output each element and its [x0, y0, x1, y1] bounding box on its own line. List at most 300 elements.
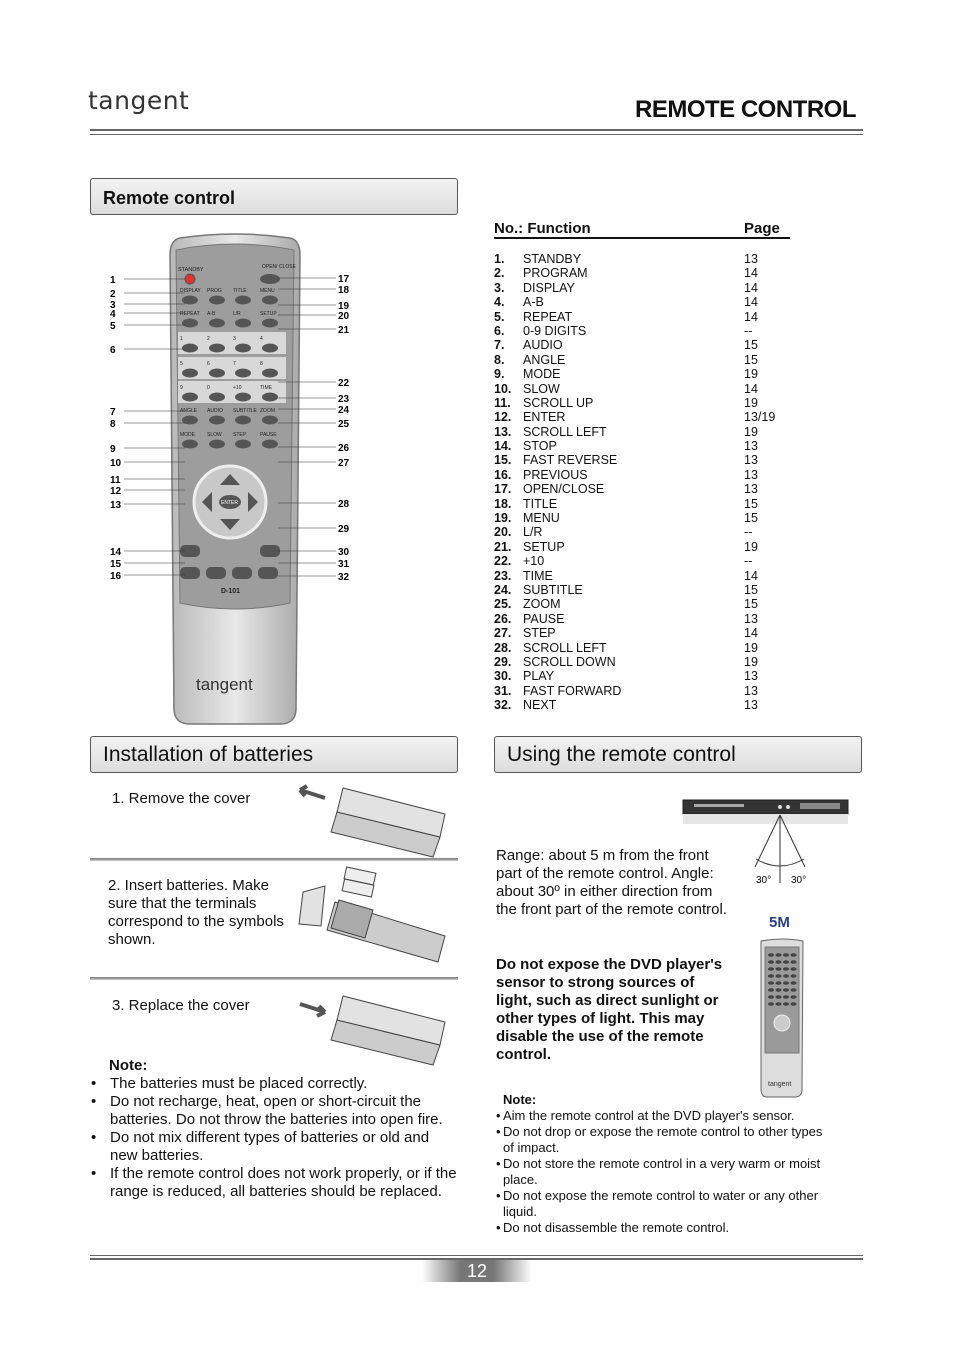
remote-button-label: SLOW [207, 432, 222, 438]
remote-button-label: AUDIO [207, 408, 223, 414]
battery-insert-illustration [295, 862, 455, 972]
callout-number: 5 [110, 321, 116, 332]
remote-button-label: PAUSE [260, 432, 277, 438]
function-page: 19 [744, 539, 758, 554]
callout-number: 19 [338, 301, 350, 312]
function-row [494, 597, 794, 611]
distance-label: 5M [769, 914, 790, 931]
remote-button-label: +10 [233, 385, 242, 391]
remote-button-label: TITLE [233, 288, 247, 294]
callout-number: 10 [110, 458, 122, 469]
function-page: 13 [744, 683, 758, 698]
remote-button [209, 369, 225, 378]
callout-number: 16 [110, 571, 122, 582]
function-row [494, 281, 794, 295]
function-row [494, 569, 794, 583]
remote-button [235, 296, 251, 305]
remote-button [209, 393, 225, 402]
callout-number: 28 [338, 499, 350, 510]
function-page: 13 [744, 453, 758, 468]
callout-number: 1 [110, 275, 116, 286]
small-remote-button [776, 974, 782, 978]
remote-button [182, 440, 198, 449]
function-page: 13 [744, 482, 758, 497]
function-page: 19 [744, 424, 758, 439]
remote-button [182, 319, 198, 328]
small-remote-button [791, 953, 797, 957]
remote-button-label: REPEAT [180, 311, 200, 317]
section-remote-control [90, 178, 458, 215]
callout-number: 26 [338, 443, 350, 454]
function-name: NEXT [523, 698, 557, 713]
function-number: 21. [494, 539, 512, 554]
function-name: SCROLL LEFT [523, 640, 607, 655]
function-row [494, 468, 794, 482]
function-row [494, 612, 794, 626]
function-row [494, 338, 794, 352]
remote-button [262, 369, 278, 378]
remote-button [235, 393, 251, 402]
callout-number: 23 [338, 394, 350, 405]
small-remote-button [768, 981, 774, 985]
remote-button [209, 440, 225, 449]
remote-button [209, 296, 225, 305]
function-page: 15 [744, 511, 758, 526]
small-remote-button [768, 960, 774, 964]
section-title: Remote control [103, 188, 236, 208]
function-row [494, 266, 794, 280]
function-number: 14. [494, 439, 512, 454]
function-number: 12. [494, 410, 512, 425]
function-number: 1. [494, 252, 505, 266]
function-name: L/R [523, 525, 543, 540]
function-name: FAST REVERSE [523, 453, 618, 468]
note-item: • Do not expose the remote control to water or any other liquid. [496, 1188, 836, 1220]
function-row [494, 698, 794, 712]
function-number: 15. [494, 453, 512, 468]
remote-button [262, 319, 278, 328]
callout-number: 14 [110, 547, 122, 558]
remote-button-label: A-B [207, 311, 216, 317]
step-separator [90, 858, 458, 861]
function-header: No.: Function [494, 220, 591, 237]
function-row [494, 295, 794, 309]
small-remote-button [783, 1002, 789, 1006]
callout-number: 29 [338, 524, 350, 535]
callout-number: 11 [110, 475, 121, 486]
remote-button [209, 319, 225, 328]
function-row [494, 382, 794, 396]
remote-illustration [100, 230, 370, 730]
small-remote-button [791, 988, 797, 992]
header-rule-thin [90, 134, 863, 135]
next-button [258, 567, 278, 579]
brand-logo: tangent [88, 86, 190, 115]
function-page: 13/19 [744, 410, 776, 425]
function-number: 9. [494, 367, 505, 382]
remote-button [235, 319, 251, 328]
function-name: STOP [523, 439, 557, 454]
callout-number: 25 [338, 419, 350, 430]
function-page: 13 [744, 252, 758, 266]
function-row [494, 554, 794, 568]
small-remote-button [791, 967, 797, 971]
note-item: • The batteries must be placed correctly. [110, 1075, 460, 1093]
remote-button-label: SETUP [260, 311, 277, 317]
function-row [494, 252, 794, 266]
function-row [494, 669, 794, 683]
standby-button [185, 274, 195, 284]
function-name: PAUSE [523, 611, 565, 626]
callout-number: 4 [110, 309, 116, 320]
function-row [494, 525, 794, 539]
footer-rule-thin [90, 1255, 863, 1256]
remote-button [209, 416, 225, 425]
page-header: Page [744, 220, 780, 237]
function-page: 15 [744, 338, 758, 353]
function-number: 11. [494, 395, 511, 410]
remote-button-label: 3 [233, 336, 236, 342]
note-item: • Do not disassemble the remote control. [496, 1220, 836, 1236]
small-remote-button [768, 974, 774, 978]
note-title: Note: [503, 1092, 537, 1107]
function-table [494, 252, 794, 713]
small-remote-button [783, 953, 789, 957]
function-number: 24. [494, 582, 512, 597]
callout-number: 22 [338, 378, 350, 389]
small-remote-button [783, 974, 789, 978]
function-row [494, 425, 794, 439]
battery-notes [90, 1057, 460, 1201]
callout-number: 13 [110, 500, 122, 511]
function-name: SCROLL DOWN [523, 654, 616, 669]
angle-right-label: 30° [791, 875, 807, 886]
function-number: 22. [494, 554, 512, 569]
function-name: PROGRAM [523, 266, 588, 281]
function-number: 19. [494, 511, 512, 526]
callout-number: 7 [110, 407, 116, 418]
function-name: SCROLL LEFT [523, 424, 607, 439]
function-row [494, 626, 794, 640]
function-row [494, 511, 794, 525]
function-page: 19 [744, 640, 758, 655]
usage-notes [496, 1092, 836, 1236]
function-page: 14 [744, 280, 758, 295]
small-remote-button [783, 995, 789, 999]
remote-button [262, 344, 278, 353]
function-page: -- [744, 554, 753, 569]
section-using [494, 736, 862, 773]
remote-button [182, 393, 198, 402]
remote-button-label: L/R [233, 311, 241, 317]
page-title: REMOTE CONTROL [635, 96, 856, 123]
function-row [494, 396, 794, 410]
function-number: 13. [494, 424, 512, 439]
step-separator [90, 977, 458, 980]
remote-button-label: 7 [233, 361, 236, 367]
note-title: Note: [109, 1057, 148, 1074]
function-number: 10. [494, 381, 512, 396]
function-name: SETUP [523, 539, 565, 554]
note-item: • Do not mix different types of batteries or old and new batteries. [110, 1129, 460, 1165]
remote-button [262, 416, 278, 425]
function-number: 31. [494, 683, 512, 698]
small-remote-button [791, 960, 797, 964]
small-remote-button [791, 995, 797, 999]
function-name: OPEN/CLOSE [523, 482, 605, 497]
function-name: +10 [523, 554, 545, 569]
function-page: 14 [744, 568, 758, 583]
function-name: MODE [523, 367, 561, 382]
header-rule [90, 129, 863, 131]
previous-button [206, 567, 226, 579]
callout-number: 6 [110, 345, 116, 356]
remote-button-label: SUBTITLE [233, 408, 257, 414]
callout-number: 18 [338, 285, 350, 296]
callout-number: 15 [110, 559, 122, 570]
remote-button-label: 1 [180, 336, 183, 342]
range-text: Range: about 5 m from the front part of the remote control. Angle: about 30º in either direction from the front part of the remote control. [496, 847, 727, 918]
remote-button-label: 5 [180, 361, 183, 367]
fast-forward-button [232, 567, 252, 579]
function-row [494, 583, 794, 597]
function-row [494, 482, 794, 496]
function-name: ZOOM [523, 597, 561, 612]
small-remote-button [791, 981, 797, 985]
function-number: 2. [494, 266, 505, 281]
remote-button-label: PROG [207, 288, 222, 294]
remote-brand: tangent [196, 675, 253, 694]
small-remote-button [776, 995, 782, 999]
sensor-warning: Do not expose the DVD player's sensor to strong sources of light, such as direct sunlight or other types of light. This may disable the use of the remote control. [496, 956, 723, 1063]
remote-button [182, 296, 198, 305]
function-name: SCROLL UP [523, 395, 594, 410]
function-name: DISPLAY [523, 280, 575, 295]
function-row [494, 353, 794, 367]
function-number: 32. [494, 698, 512, 713]
small-remote-button [783, 988, 789, 992]
remote-button [209, 344, 225, 353]
function-page: 15 [744, 352, 758, 367]
function-page: 14 [744, 309, 758, 324]
small-remote-button [783, 981, 789, 985]
function-name: PREVIOUS [523, 467, 588, 482]
function-number: 7. [494, 338, 505, 353]
callout-number: 3 [110, 300, 116, 311]
function-number: 28. [494, 640, 512, 655]
function-name: PLAY [523, 669, 555, 684]
play-button [260, 545, 280, 557]
function-row [494, 453, 794, 467]
remote-button-label: 9 [180, 385, 183, 391]
callout-number: 9 [110, 444, 116, 455]
function-number: 20. [494, 525, 512, 540]
function-row [494, 410, 794, 424]
function-number: 25. [494, 597, 512, 612]
fast-reverse-button [180, 567, 200, 579]
function-number: 6. [494, 323, 505, 338]
function-page: 14 [744, 295, 758, 310]
remote-button [235, 440, 251, 449]
note-item: • Do not drop or expose the remote control to other types of impact. [496, 1124, 836, 1156]
small-remote-button [776, 1002, 782, 1006]
function-page: 15 [744, 582, 758, 597]
callout-number: 12 [110, 486, 122, 497]
remote-button-label: 4 [260, 336, 263, 342]
function-row [494, 310, 794, 324]
function-page: 13 [744, 698, 758, 713]
small-remote-button [783, 960, 789, 964]
callout-number: 27 [338, 458, 350, 469]
function-number: 30. [494, 669, 512, 684]
function-row [494, 439, 794, 453]
function-name: STEP [523, 626, 556, 641]
function-row [494, 497, 794, 511]
function-page: 14 [744, 626, 758, 641]
function-number: 27. [494, 626, 512, 641]
small-remote-button [768, 995, 774, 999]
open-close-label: OPEN/ CLOSE [262, 264, 296, 270]
function-name: ANGLE [523, 352, 566, 367]
remote-button-label: ZOOM [260, 408, 275, 414]
function-name: FAST FORWARD [523, 683, 622, 698]
remote-button-label: 6 [207, 361, 210, 367]
function-page: 19 [744, 395, 758, 410]
open-close-button [260, 274, 280, 284]
callout-number: 8 [110, 419, 116, 430]
function-number: 26. [494, 611, 512, 626]
function-table-header [494, 220, 790, 239]
function-page: 13 [744, 439, 758, 454]
function-row [494, 641, 794, 655]
battery-step-2: 2. Insert batteries. Make sure that the terminals correspond to the symbols shown. [108, 877, 284, 948]
callout-number: 2 [110, 289, 116, 300]
note-item: • If the remote control does not work properly, or if the range is reduced, all batteries should be replaced. [110, 1165, 460, 1201]
function-name: SUBTITLE [523, 582, 583, 597]
remote-button [182, 344, 198, 353]
small-remote-button [776, 967, 782, 971]
function-name: A-B [523, 295, 544, 310]
function-name: STANDBY [523, 252, 582, 266]
function-page: -- [744, 323, 753, 338]
function-row [494, 655, 794, 669]
remote-button [182, 369, 198, 378]
remote-button [262, 393, 278, 402]
small-remote-button [791, 1002, 797, 1006]
function-number: 5. [494, 309, 505, 324]
function-name: AUDIO [523, 338, 563, 353]
section-title: Using the remote control [507, 743, 736, 766]
small-remote-button [791, 974, 797, 978]
battery-step-1: 1. Remove the cover [112, 790, 251, 807]
angle-left-label: 30° [756, 875, 772, 886]
function-page: 13 [744, 611, 758, 626]
function-name: 0-9 DIGITS [523, 323, 587, 338]
function-page: 14 [744, 266, 758, 281]
callout-number: 21 [338, 325, 350, 336]
remote-back-illustration-1 [295, 782, 455, 862]
small-remote-button [768, 953, 774, 957]
battery-step-3: 3. Replace the cover [112, 997, 250, 1014]
remote-button-label: MENU [260, 288, 275, 294]
function-page: 15 [744, 496, 758, 511]
function-page: 15 [744, 597, 758, 612]
remote-button-label: 2 [207, 336, 210, 342]
function-row [494, 367, 794, 381]
function-row [494, 540, 794, 554]
small-remote-button [776, 960, 782, 964]
small-remote-illustration [755, 937, 810, 1102]
function-number: 3. [494, 280, 505, 295]
function-page: 19 [744, 654, 758, 669]
model-label: D-101 [221, 588, 241, 595]
function-number: 4. [494, 295, 505, 310]
function-name: SLOW [523, 381, 560, 396]
function-row [494, 684, 794, 698]
remote-button-label: STEP [233, 432, 247, 438]
callout-number: 20 [338, 311, 350, 322]
callout-number: 31 [338, 559, 350, 570]
callout-number: 17 [338, 274, 350, 285]
function-page: 19 [744, 367, 758, 382]
function-number: 16. [494, 467, 512, 482]
note-item: • Do not recharge, heat, open or short-circuit the batteries. Do not throw the batteries into open fire. [110, 1093, 460, 1129]
function-name: REPEAT [523, 309, 573, 324]
remote-button-label: 0 [207, 385, 210, 391]
remote-button-label: 8 [260, 361, 263, 367]
function-page: 13 [744, 669, 758, 684]
function-number: 29. [494, 654, 512, 669]
standby-label: STANDBY [178, 267, 204, 273]
note-item: • Do not store the remote control in a very warm or moist place. [496, 1156, 836, 1188]
function-page: 14 [744, 381, 758, 396]
callout-number: 30 [338, 547, 350, 558]
remote-button-label: DISPLAY [180, 288, 201, 294]
callout-number: 32 [338, 572, 350, 583]
small-remote-button [776, 981, 782, 985]
function-name: TITLE [523, 496, 558, 511]
function-page: 13 [744, 467, 758, 482]
section-batteries [90, 736, 458, 773]
function-number: 23. [494, 568, 512, 583]
function-row [494, 324, 794, 338]
remote-button [235, 416, 251, 425]
function-name: ENTER [523, 410, 566, 425]
small-remote-button [768, 1002, 774, 1006]
remote-button [262, 440, 278, 449]
function-number: 18. [494, 496, 512, 511]
small-remote-button [783, 967, 789, 971]
function-name: TIME [523, 568, 553, 583]
remote-button [262, 296, 278, 305]
remote-button [235, 369, 251, 378]
callout-number: 24 [338, 405, 350, 416]
function-number: 17. [494, 482, 512, 497]
note-item: • Aim the remote control at the DVD player's sensor. [496, 1108, 836, 1124]
function-number: 8. [494, 352, 505, 367]
remote-button-label: ANGLE [180, 408, 197, 414]
page-number: 12 [422, 1260, 532, 1282]
remote-button-label: TIME [260, 385, 272, 391]
small-remote-button [776, 953, 782, 957]
section-title: Installation of batteries [103, 743, 314, 766]
enter-label: ENTER [221, 500, 238, 506]
small-remote-brand: tangent [768, 1081, 792, 1088]
remote-button [235, 344, 251, 353]
small-remote-button [768, 967, 774, 971]
remote-button-label: MODE [180, 432, 195, 438]
small-remote-button [768, 988, 774, 992]
